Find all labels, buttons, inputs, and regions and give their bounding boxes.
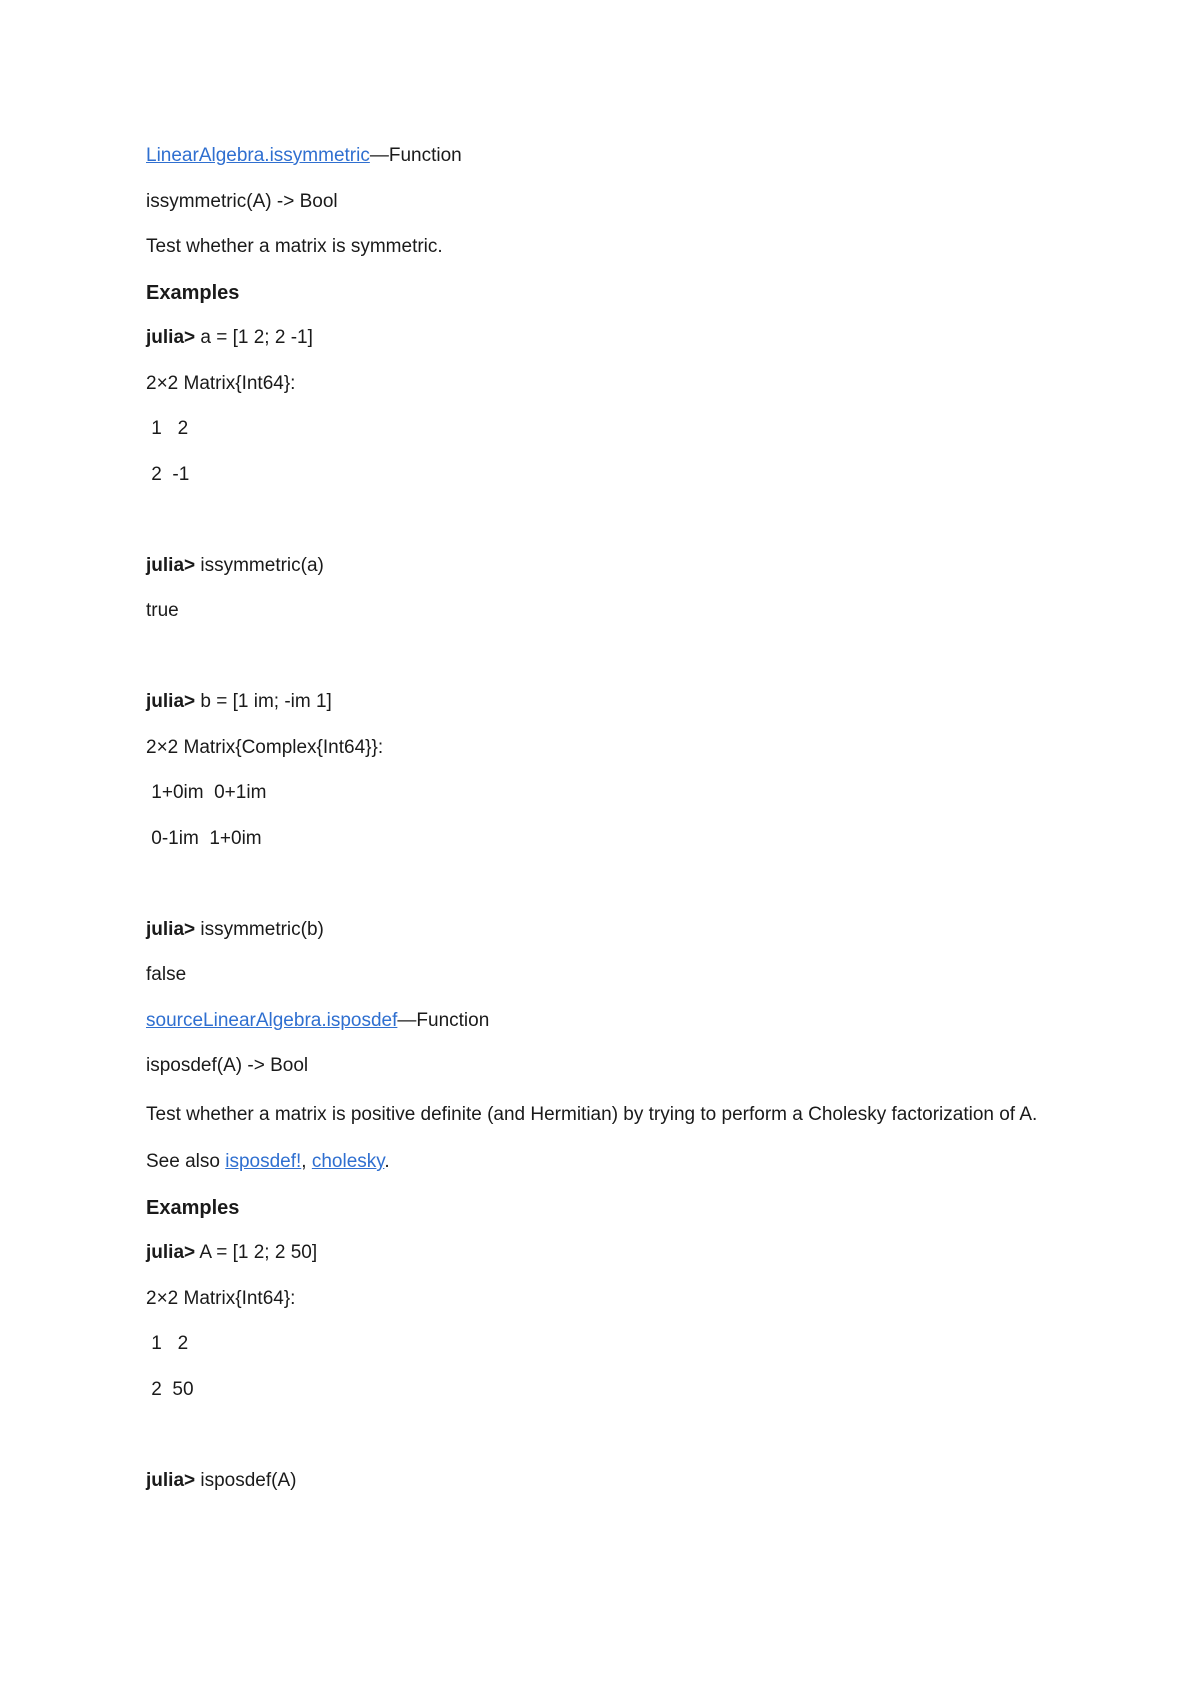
code-output-row: 1 2 — [146, 1333, 189, 1354]
isposdef-header — [146, 1009, 1046, 1033]
code-output-row: 1 2 — [146, 418, 189, 439]
code-output-type: 2×2 Matrix{Int64}: — [146, 1287, 296, 1309]
code-output-row: 2 50 — [146, 1378, 194, 1400]
issymmetric-link[interactable]: LinearAlgebra.issymmetric — [146, 145, 370, 166]
document-body — [146, 144, 1046, 1514]
issymmetric-example-3 — [146, 690, 1046, 714]
isposdef-description: Test whether a matrix is positive definite (and Hermitian) by trying to perform a Cholesky factorization of A. — [146, 1103, 1038, 1125]
code-output-type: 2×2 Matrix{Complex{Int64}}: — [146, 736, 384, 758]
spacer — [146, 1423, 1046, 1469]
isposdef-examples-heading: Examples — [146, 1196, 240, 1219]
code-output-type: 2×2 Matrix{Int64}: — [146, 372, 296, 394]
issymmetric-kind: —Function — [369, 145, 462, 166]
code-input: b = [1 im; -im 1] — [195, 691, 332, 712]
julia-prompt: julia> — [146, 1242, 196, 1263]
issymmetric-example-1 — [146, 326, 1046, 350]
code-output-row: 0-1im 1+0im — [146, 827, 262, 849]
isposdef-link[interactable]: sourceLinearAlgebra.isposdef — [146, 1009, 398, 1031]
isposdef-example-1 — [146, 1241, 1046, 1265]
julia-prompt: julia> — [146, 1469, 196, 1491]
isposdef-example-2 — [146, 1469, 1046, 1493]
issymmetric-signature: issymmetric(A) -> Bool — [146, 190, 338, 212]
issymmetric-header — [146, 144, 1046, 168]
issymmetric-examples-heading: Examples — [146, 281, 240, 304]
code-input: issymmetric(a) — [195, 554, 324, 576]
spacer — [146, 645, 1046, 691]
code-input: A = [1 2; 2 50] — [195, 1242, 318, 1263]
see-also-separator: , — [301, 1151, 312, 1172]
issymmetric-description: Test whether a matrix is symmetric. — [146, 236, 443, 257]
issymmetric-example-2 — [146, 554, 1046, 578]
code-output-result: false — [146, 964, 187, 985]
code-output-result: true — [146, 600, 179, 621]
code-input: a = [1 2; 2 -1] — [195, 327, 313, 348]
isposdef-kind: —Function — [397, 1009, 490, 1031]
isposdef-see-also — [146, 1150, 1046, 1174]
isposdef-signature: isposdef(A) -> Bool — [146, 1055, 309, 1076]
see-also-cholesky-link[interactable]: cholesky — [311, 1151, 385, 1172]
spacer — [146, 508, 1046, 554]
code-input: isposdef(A) — [195, 1469, 297, 1491]
julia-prompt: julia> — [146, 691, 196, 712]
spacer — [146, 872, 1046, 918]
julia-prompt: julia> — [146, 918, 196, 940]
issymmetric-example-4 — [146, 918, 1046, 942]
see-also-end: . — [384, 1151, 390, 1172]
see-also-label: See also — [146, 1151, 226, 1172]
julia-prompt: julia> — [146, 327, 196, 348]
see-also-isposdef-bang-link[interactable]: isposdef! — [225, 1151, 302, 1172]
code-input: issymmetric(b) — [195, 918, 324, 940]
code-output-row: 2 -1 — [146, 463, 190, 485]
julia-prompt: julia> — [146, 554, 196, 576]
code-output-row: 1+0im 0+1im — [146, 782, 267, 803]
